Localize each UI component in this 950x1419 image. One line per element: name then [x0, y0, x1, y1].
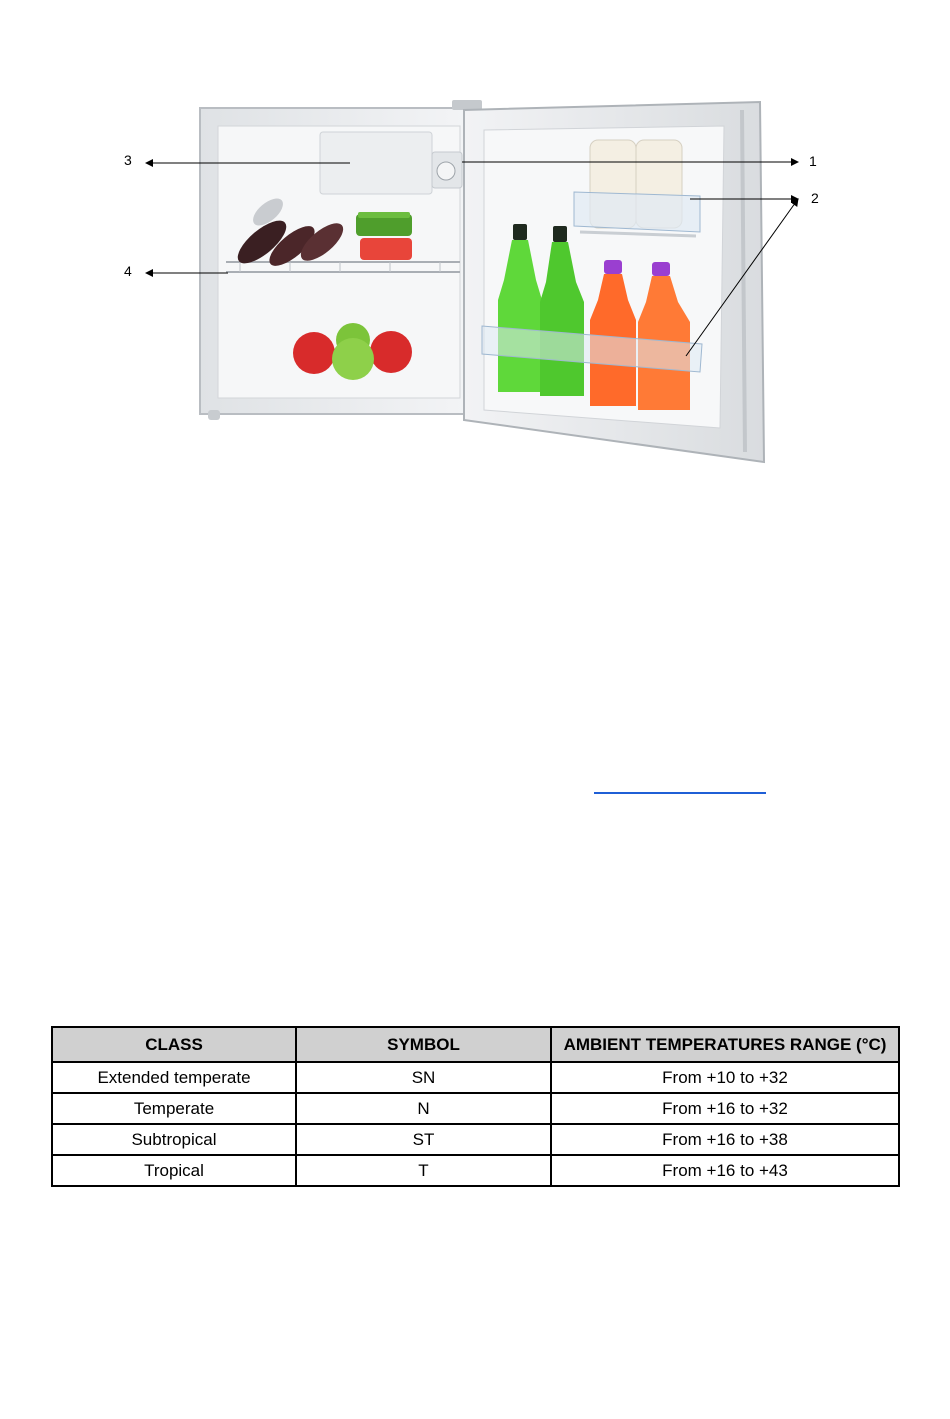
header-symbol: SYMBOL	[296, 1027, 551, 1062]
fridge-diagram	[0, 0, 950, 480]
cell-class: Tropical	[52, 1155, 296, 1186]
callout-number-4: 4	[124, 263, 132, 279]
cell-range: From +16 to +38	[551, 1124, 899, 1155]
header-temperature-range: AMBIENT TEMPERATURES RANGE (°C)	[551, 1027, 899, 1062]
table-row	[52, 1124, 899, 1155]
table-row	[52, 1155, 899, 1186]
door-bin-top	[574, 140, 700, 236]
cell-class: Subtropical	[52, 1124, 296, 1155]
cell-range: From +10 to +32	[551, 1062, 899, 1093]
callout-number-3: 3	[124, 152, 132, 168]
hyperlink-underline[interactable]	[594, 792, 766, 794]
cell-symbol: N	[296, 1093, 551, 1124]
cell-symbol: SN	[296, 1062, 551, 1093]
cell-range: From +16 to +43	[551, 1155, 899, 1186]
cell-class: Extended temperate	[52, 1062, 296, 1093]
climate-class-table	[51, 1026, 900, 1187]
cell-symbol: T	[296, 1155, 551, 1186]
header-class: CLASS	[52, 1027, 296, 1062]
callout-number-2: 2	[811, 190, 819, 206]
table-row	[52, 1093, 899, 1124]
table-header-row	[52, 1027, 899, 1062]
table-row	[52, 1062, 899, 1093]
food-containers	[356, 212, 412, 260]
thermostat-knob	[432, 152, 462, 188]
cell-class: Temperate	[52, 1093, 296, 1124]
callout-number-1: 1	[809, 153, 817, 169]
cell-symbol: ST	[296, 1124, 551, 1155]
cell-range: From +16 to +32	[551, 1093, 899, 1124]
